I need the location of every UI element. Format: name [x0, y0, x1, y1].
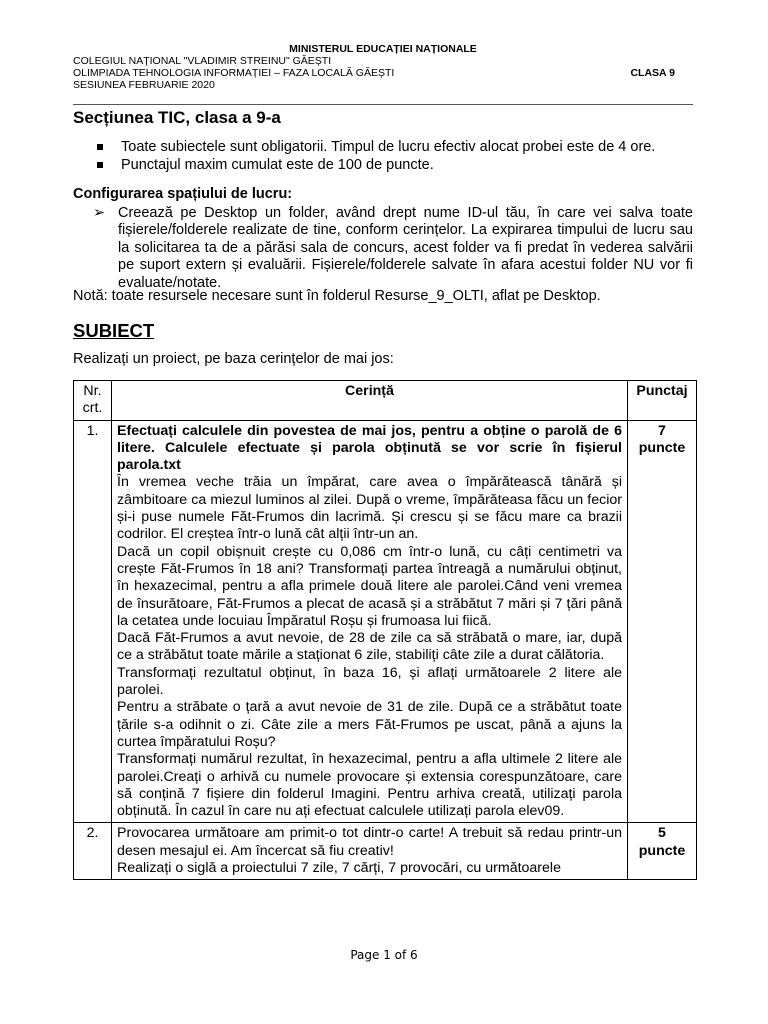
intro-text: Realizați un proiect, pe baza cerințelor de mai jos: [73, 351, 394, 367]
requirement-paragraph: În vremea veche trăia un împărat, care avea o împărătească tânără și zâmbitoare ca miezul luminos al zilei. După o vreme, împărăteasa făcu un fecior și-i puse numele Făt-Frumos din lacrimă. Și crescu și se făcu mare ca brazii codrilor. El creștea într-o lună cât alții într-un an. [117, 474, 622, 543]
requirement-paragraph: Provocarea următoare am primit-o tot dintr-o carte! A trebuit să redau printr-un desen mesajul ei. Am încercat să fiu creativ! [117, 825, 622, 859]
requirement-paragraph: Pentru a străbate o țară a avut nevoie de 31 de zile. După ce a străbătut toate țările s-a odihnit o zi. Câte zile a mers Făt-Frumos pe uscat, până a ajuns la curtea împăratului Roșu? [117, 699, 622, 750]
rule-item: Toate subiectele sunt obligatorii. Timpul de lucru efectiv alocat probei este de 4 ore. [93, 138, 655, 156]
table-row [74, 823, 697, 880]
header-points: Punctaj [628, 381, 697, 421]
rule-item: Punctajul maxim cumulat este de 100 de puncte. [93, 156, 655, 174]
school-line [73, 55, 693, 67]
session-name: SESIUNEA FEBRUARIE 2020 [73, 79, 215, 91]
header-nr: Nr. crt. [74, 381, 112, 421]
requirement-cell [112, 823, 628, 880]
requirement-paragraph: Transformați rezultatul obținut, în baza 16, și aflați următoarele 2 litere ale parolei. [117, 664, 622, 699]
arrow-bullet-icon: ➢ [93, 205, 106, 221]
points-cell: 5 puncte [628, 823, 697, 880]
ministry-title: MINISTERUL EDUCAȚIEI NAȚIONALE [289, 43, 477, 55]
table-row [74, 420, 697, 823]
config-text: Creează pe Desktop un folder, având drept nume ID-ul tău, în care vei salva toate fișierele/folderele realizate de tine, conform cerințelor. La expirarea timpului de lucru sau la solicitarea ta de a părăsi sala de concurs, acest folder va fi predat în vederea salvării pe suport extern și evaluării. Fișierele/folderele salvate în afara acestui folder NU vor fi evaluate/notate. [118, 205, 693, 291]
config-title: Configurarea spațiului de lucru: [73, 186, 293, 202]
subiect-heading: SUBIECT [73, 320, 155, 341]
session-line [73, 79, 693, 91]
requirement-cell [112, 420, 628, 823]
header-divider [73, 104, 693, 105]
olympiad-name: OLIMPIADA TEHNOLOGIA INFORMAȚIEI – FAZA LOCALĂ GĂEȘTI [73, 67, 395, 79]
row-number: 2. [74, 823, 112, 880]
requirements-table [73, 380, 697, 880]
points-cell: 7 puncte [628, 420, 697, 823]
table-header-row [74, 381, 697, 421]
header-requirement: Cerință [112, 381, 628, 421]
note-text: Notă: toate resursele necesare sunt în folderul Resurse_9_OLTI, aflat pe Desktop. [73, 288, 601, 304]
page-footer: Page 1 of 6 [350, 948, 418, 962]
section-title: Secțiunea TIC, clasa a 9-a [73, 108, 281, 127]
config-body [93, 205, 693, 292]
requirement-bold: Efectuați calculele din povestea de mai jos, pentru a obține o parolă de 6 litere. Calculele efectuate și parola obținută se vor scrie în fișierul parola.txt [117, 422, 622, 474]
rules-list [93, 138, 655, 174]
olympiad-line [73, 67, 693, 79]
school-name: COLEGIUL NAȚIONAL "VLADIMIR STREINU" GĂEȘTI [73, 55, 332, 67]
requirement-paragraph: Dacă un copil obișnuit crește cu 0,086 cm într-o lună, cu câți centimetri va crește Făt-Frumos în 18 ani? Transformați partea întreagă a numărului obținut, în hexazecimal, pentru a afla primele două litere ale parolei.Când veni vremea de însurătoare, Făt-Frumos a plecat de acasă și a străbătut 7 mări și 7 țări până la cetatea unde locuiau Împăratul Roșu și frumoasa lui fiică. [117, 543, 622, 629]
row-number: 1. [74, 420, 112, 823]
class-label: CLASA 9 [630, 67, 675, 79]
requirement-paragraph: Dacă Făt-Frumos a avut nevoie, de 28 de zile ca să străbată o mare, iar, după ce a străbătut toate mările a staționat 6 zile, stabiliți câte zile a durat călătoria. [117, 630, 622, 664]
requirement-paragraph: Realizați o siglă a proiectului 7 zile, 7 cărți, 7 provocări, cu următoarele [117, 860, 561, 877]
requirement-paragraph: Transformați numărul rezultat, în hexazecimal, pentru a afla ultimele 2 litere ale parolei.Creați o arhivă cu numele provocare și extensia corespunzătoare, care să conțină 7 fișiere din folderul Imagini. Pentru arhiva creată, utilizați parola obținută. În cazul în care nu ați efectuat calculele utilizați parola elev09. [117, 751, 622, 820]
